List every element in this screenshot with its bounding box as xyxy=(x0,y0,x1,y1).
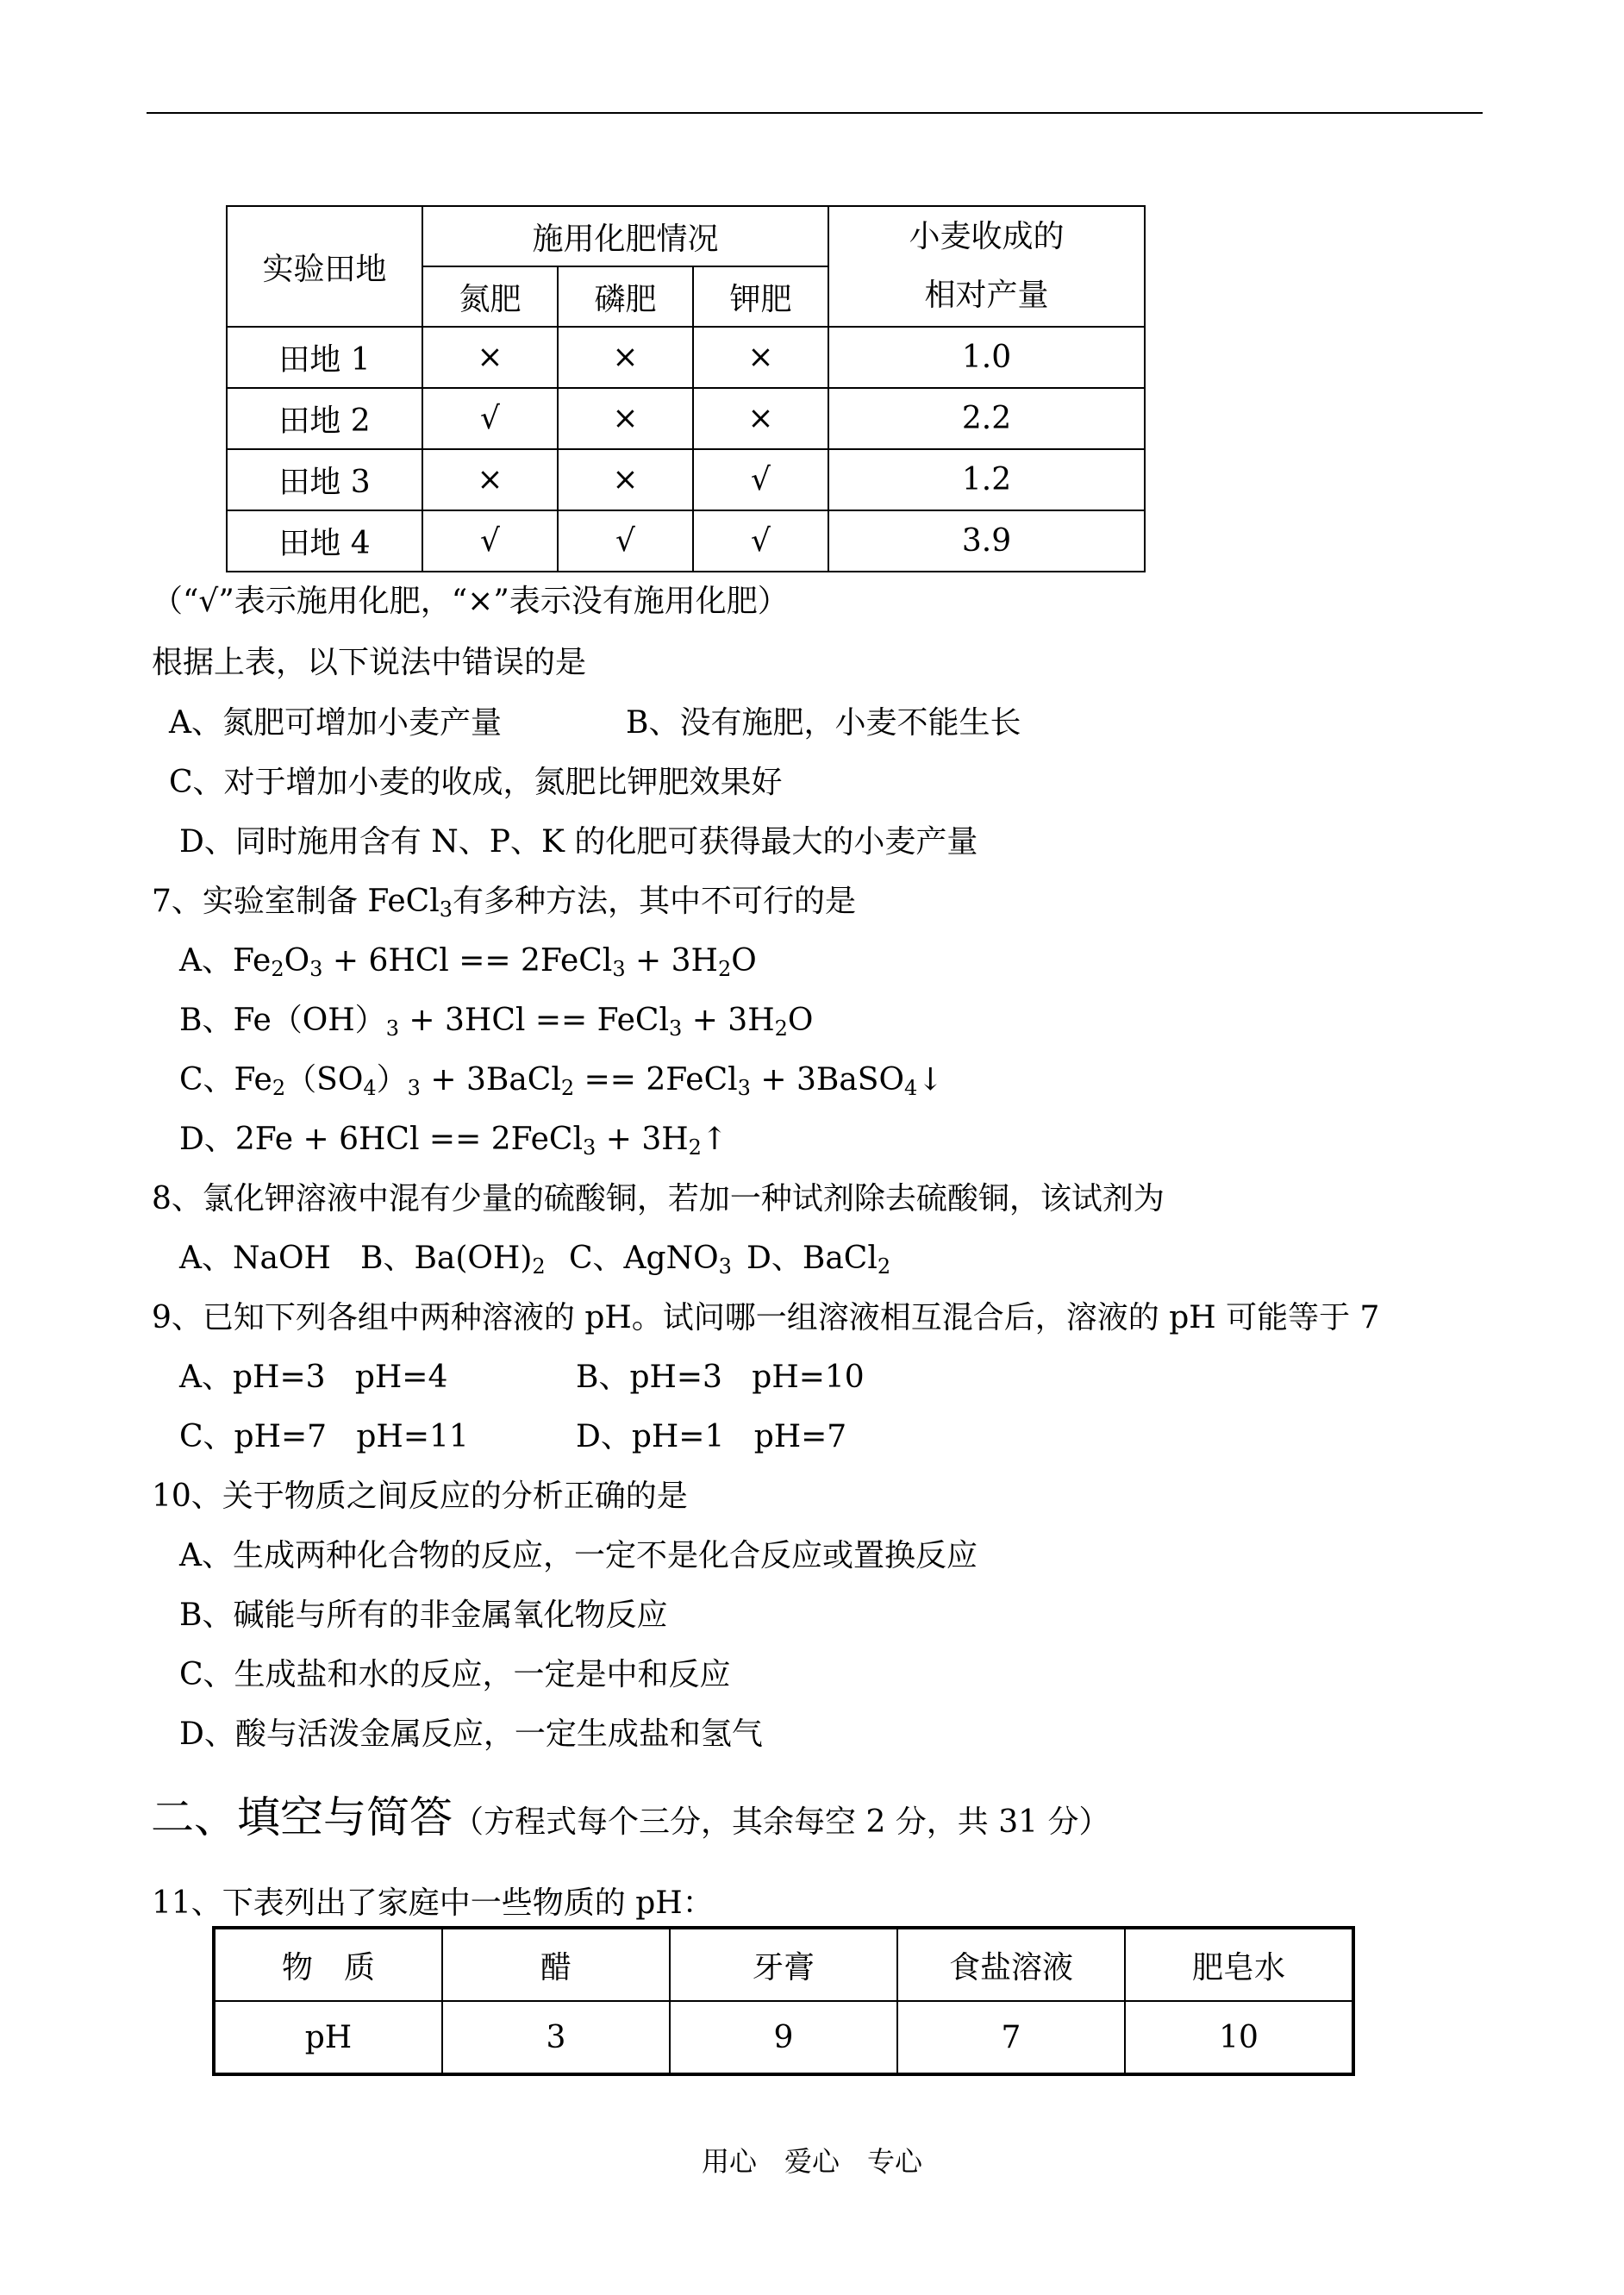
page-footer: 用心 爱心 专心 xyxy=(701,2145,922,2178)
q11-stem: 11、下表列出了家庭中一些物质的 pH： xyxy=(152,1885,714,1921)
table-note: （“√”表示施用化肥，“×”表示没有施用化肥） xyxy=(152,584,789,619)
table-row: 田地 1 × × × 1.0 xyxy=(227,327,1145,388)
q9-option-b: B、pH=3 pH=10 xyxy=(576,1360,865,1395)
q10-option-b: B、碱能与所有的非金属氧化物反应 xyxy=(179,1598,668,1633)
q7-stem: 7、实验室制备 FeCl$_3$有多种方法，其中不可行的是 xyxy=(152,884,857,922)
q8-option-d: D、BaCl$_2$ xyxy=(746,1241,891,1279)
q9-option-c: C、pH=7 pH=11 xyxy=(179,1419,469,1454)
head-phosphorus: 磷肥 xyxy=(558,266,693,327)
head-fertilizer: 施用化肥情况 xyxy=(422,206,828,266)
ph-table xyxy=(212,1926,1355,2076)
section-subtitle: （方程式每个三分，其余每空 2 分，共 31 分） xyxy=(453,1804,1110,1840)
fertilizer-table xyxy=(226,205,1146,572)
q7-option-b: B、$Fe(OH)_3 + 3HCl$ == FeCl$_3$ + $3H_2O$ xyxy=(179,1003,814,1041)
q8-option-a: A、NaOH xyxy=(179,1241,331,1276)
q6-option-b: B、没有施肥，小麦不能生长 xyxy=(626,705,1021,741)
head-yield: 小麦收成的 相对产量 xyxy=(828,206,1145,327)
q6-option-a: A、氮肥可增加小麦产量 xyxy=(169,705,502,741)
q6-option-c: C、对于增加小麦的收成，氮肥比钾肥效果好 xyxy=(169,765,783,800)
q9-stem: 9、已知下列各组中两种溶液的 pH。试问哪一组溶液相互混合后，溶液的 pH 可能等于 7 xyxy=(152,1300,1380,1335)
table-row: 田地 2 √ × × 2.2 xyxy=(227,388,1145,449)
table-row: 田地 3 × × √ 1.2 xyxy=(227,449,1145,510)
q7-option-a: A、$Fe_2O_3 + 6HCl$ == 2FeCl$_3$ + $3H_2O$ xyxy=(179,943,757,981)
q7-option-c: C、$Fe_2(SO_4)_3$ + 3BaCl$_2$ == 2FeCl$_3$ + 3BaSO$_4$↓ xyxy=(179,1062,944,1100)
q8-stem: 8、氯化钾溶液中混有少量的硫酸铜，若加一种试剂除去硫酸铜，该试剂为 xyxy=(152,1181,1165,1216)
q9-option-a: A、pH=3 pH=4 xyxy=(179,1360,448,1395)
q10-option-c: C、生成盐和水的反应，一定是中和反应 xyxy=(179,1657,731,1692)
q10-option-d: D、酸与活泼金属反应，一定生成盐和氢气 xyxy=(179,1717,763,1752)
head-potassium: 钾肥 xyxy=(693,266,828,327)
q9-option-d: D、pH=1 pH=7 xyxy=(576,1419,847,1454)
q6-option-d: D、同时施用含有 N、P、K 的化肥可获得最大的小麦产量 xyxy=(179,824,978,860)
q10-stem: 10、关于物质之间反应的分析正确的是 xyxy=(152,1479,688,1514)
table-row: 田地 4 √ √ √ 3.9 xyxy=(227,510,1145,572)
q7-option-d: D、2Fe + 6HCl == 2FeCl$_3$ + $3H_2↑$ xyxy=(179,1122,728,1160)
header-rule xyxy=(147,112,1483,114)
head-nitrogen: 氮肥 xyxy=(422,266,558,327)
q6-stem: 根据上表，以下说法中错误的是 xyxy=(152,645,587,680)
table-row: pH 3 9 7 10 xyxy=(214,2001,1353,2074)
head-field: 实验田地 xyxy=(227,206,422,327)
section-title: 二、填空与简答（方程式每个三分，其余每空 2 分，共 31 分） xyxy=(151,1792,1110,1842)
q10-option-a: A、生成两种化合物的反应，一定不是化合反应或置换反应 xyxy=(179,1538,978,1573)
q8-option-c: C、AgNO$_3$ xyxy=(569,1241,732,1279)
table-row: 物 质 醋 牙膏 食盐溶液 肥皂水 xyxy=(214,1928,1353,2001)
q8-option-b: B、$Ba(OH)_2$ xyxy=(360,1241,546,1279)
